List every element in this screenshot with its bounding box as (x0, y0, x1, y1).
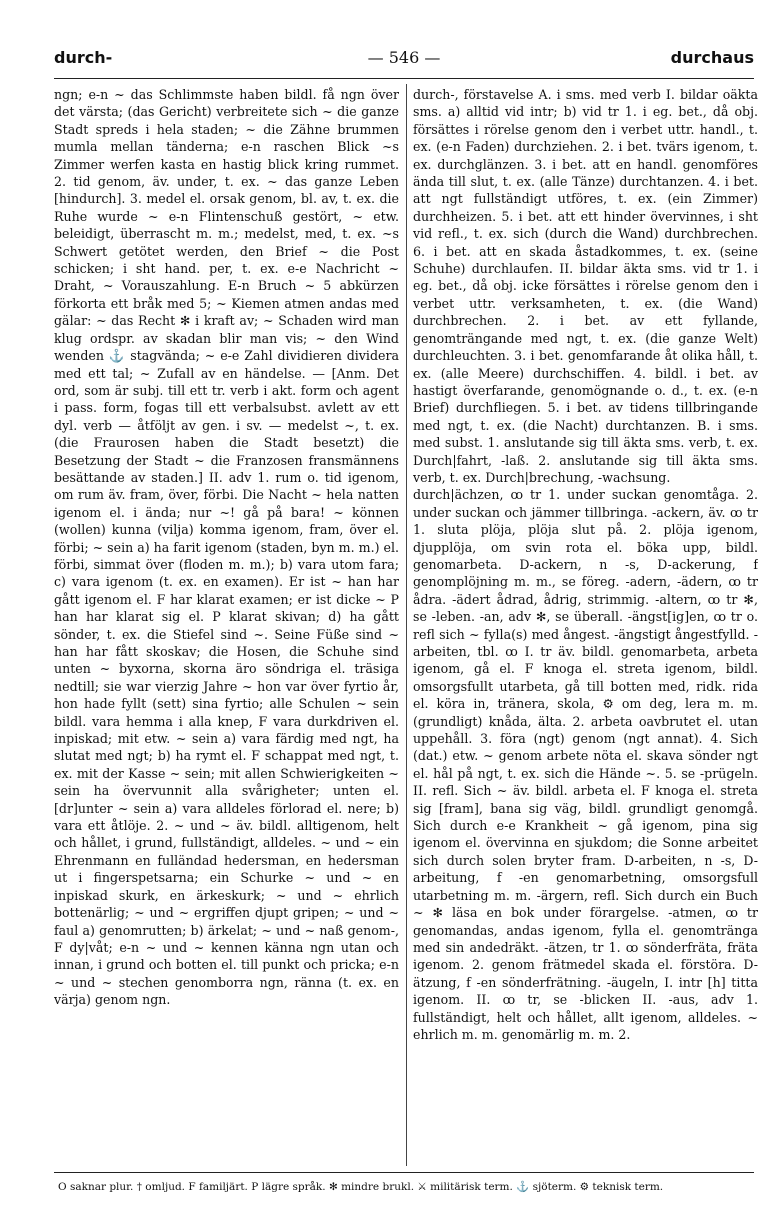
entry-paragraph: durch-, förstavelse A. i sms. med verb I. bildar oäkta sms. a) alltid vid intr; b) vid tr 1. i eg. bet., då obj. försättes i rörelse genom den i verbet uttr. handl., t. ex. (e-n Faden) durchziehen. 2. i bet. tvärs igenom, t. ex. durchglänzen. 3. i bet. att en handl. genomföres ända till slut, t. ex. (alle Tänze) durchtanzen. 4. i bet. att ngt fullständigt utföres, t. ex. (ein Zimmer) durchheizen. 5. i bet. att ett hinder övervinnes, i sht vid refl., t. ex. sich (durch die Wand) durchbrechen. 6. i bet. att en skada åstadkommes, t. ex. (seine Schuhe) durchlaufen. II. bildar äkta sms. vid tr 1. i eg. bet., då obj. icke försättes i rörelse genom den i verbet uttr. verksamheten, t. ex. (die Wand) durchbrechen. 2. i bet. av ett fyllande, genomträngande med ngt, t. ex. (die ganze Welt) durchleuchten. 3. i bet. genomfarande åt olika håll, t. ex. (alle Meere) durchschiffen. 4. bildl. i bet. av hastigt överfarande, genomögnande o. d., t. ex. (e-n Brief) durchfliegen. 5. i bet. av tidens tillbringande med ngt, t. ex. (die Nacht) durchtanzen. B. i sms. med subst. 1. anslutande sig till äkta sms. verb, t. ex. Durch|fahrt, -laß. 2. anslutande sig till äkta sms. verb, t. ex. Durch|brechung, -wachsung. (413, 87, 758, 485)
page-header (54, 48, 754, 78)
footer-rule (54, 1172, 754, 1173)
entry-paragraph: durch|ächzen, ꝏ tr 1. under suckan genomtåga. 2. under suckan och jämmer tillbringa. -ackern, äv. ꝏ tr 1. sluta plöja, plöja slut på. 2. plöja igenom, djupplöja, om svin rota el. böka upp, bildl. genomarbeta. D-ackern, n -s, D-ackerung, f genomplöjning m. m., se föreg. -adern, -ädern, ꝏ tr ådra. -ädert ådrad, ådrig, strimmig. -altern, ꝏ tr ✻, se -leben. -an, adv ✻, se überall. -ängst[ig]en, ꝏ tr o. refl sich ~ fylla(s) med ångest. -ängstigt ångestfylld. -arbeiten, tbl. ꝏ I. tr äv. bildl. genomarbeta, arbeta igenom, gå el. F knoga el. streta igenom, bildl. omsorgsfullt utarbeta, gå till botten med, ridk. rida el. köra in, tränera, skola, ⚙ om deg, lera m. m. (grundligt) knåda, älta. 2. arbeta oavbrutet el. utan uppehåll. 3. föra (ngt) genom (ngt annat). 4. Sich (dat.) etw. ~ genom arbete nöta el. skava sönder ngt el. hål på ngt, t. ex. sich die Hände ~. 5. se -prügeln. II. refl. Sich ~ äv. bildl. arbeta el. F knoga el. streta sig [fram], bana sig väg, bildl. grundligt genomgå. Sich durch e-e Krankheit ~ gå igenom, pina sig igenom el. övervinna en sjukdom; die Sonne arbeitet sich durch solen bryter fram. D-arbeiten, n -s, D-arbeitung, f -en genomarbetning, omsorgsfull utarbetning m. m. -ärgern, refl. Sich durch ein Buch ~ ✻ läsa en bok under förargelse. -atmen, ꝏ tr genomandas, andas igenom, fylla el. genomtränga med sin andedräkt. -ätzen, tr 1. ꝏ sönderfräta, fräta igenom. 2. genom frätmedel skada el. förstöra. D-ätzung, f -en sönderfrätning. -äugeln, I. intr [h] titta igenom. II. ꝏ tr, se -blicken II. -aus, adv 1. fullständigt, helt och hållet, allt igenom, alldeles. ~ ehrlich m. m. genomärlig m. m. 2. (413, 487, 758, 1042)
header-rule (54, 78, 754, 79)
page-number: — 546 — (367, 48, 441, 67)
column-divider (406, 84, 407, 1166)
abbreviation-legend: O saknar plur. † omljud. F familjärt. P lägre språk. ✻ mindre brukl. ⚔ militärisk term. ⚓ sjöterm. ⚙ teknisk term. (58, 1181, 664, 1193)
right-column (413, 86, 758, 1166)
header-first-word: durch- (54, 48, 113, 67)
entry-paragraph: ngn; e-n ~ das Schlimmste haben bildl. få ngn över det värsta; (das Gericht) verbreitete sich ~ die ganze Stadt spreds i hela staden; ~ die Zähne brummen mumla mellan tänderna; e-n raschen Blick ~s Zimmer werfen kasta en hastig blick kring rummet. 2. tid genom, äv. under, t. ex. ~ das ganze Leben [hindurch]. 3. medel el. orsak genom, bl. av, t. ex. die Ruhe wurde ~ e-n Flintenschuß gestört, ~ etw. beleidigt, überrascht m. m.; medelst, med, t. ex. ~s Schwert getötet werden, den Brief ~ die Post schicken; i sht hand. per, t. ex. e-e Nachricht ~ Draht, ~ Vorauszahlung. E-n Bruch ~ 5 abkürzen förkorta ett bråk med 5; ~ Kiemen atmen andas med gälar: ~ das Recht ✻ i kraft av; ~ Schaden wird man klug ordspr. av skadan blir man vis; ~ den Wind wenden ⚓ stagvända; ~ e-e Zahl dividieren dividera med ett tal; ~ Zufall av en händelse. — [Anm. Det ord, som är subj. till ett tr. verb i akt. form och agent i pass. form, fogas till ett verbalsubst. avlett av ett dyl. verb — åtföljt av gen. i sv. — medelst ~, t. ex. (die Fraurosen haben die Stadt besetzt) die Besetzung der Stadt ~ die Franzosen fransmännens besättande av staden.] II. adv 1. rum o. tid igenom, om rum äv. fram, över, förbi. Die Nacht ~ hela natten igenom el. i ända; nur ~! gå på bara! ~ können (wollen) kunna (vilja) komma igenom, fram, över el. förbi; ~ sein a) ha farit igenom (staden, byn m. m.) el. förbi, simmat över (floden m. m.); b) vara utom fara; c) vara igenom (t. ex. en examen). Er ist ~ han har gått igenom el. F har klarat examen; er ist dicke ~ P han har klarat sig el. P klarat skivan; d) ha gått sönder, t. ex. die Stiefel sind ~. Seine Füße sind ~ han har fått skoskav; die Hosen, die Schuhe sind unten ~ byxorna, skorna äro söndriga el. träsiga nedtill; sie war vierzig Jahre ~ hon var över fyrtio år, hon hade fyllt (sett) sina fyrtio; alle Schulen ~ sein bildl. vara hemma i alla knep, F vara durkdriven el. inpiskad; mit etw. ~ sein a) vara färdig med ngt, ha slutat med ngt; b) ha rymt el. F schappat med ngt, t. ex. mit der Kasse ~ sein; mit allen Schwierigkeiten ~ sein ha övervunnit alla svårigheter; unten el. [dr]unter ~ sein a) vara alldeles förlorad el. nere; b) vara ett åtlöje. 2. ~ und ~ äv. bildl. alltigenom, helt och hållet, i grund, fullständigt, alldeles. ~ und ~ ein Ehrenmann en fulländad hedersman, en hedersman ut i fingerspetsarna; ein Schurke ~ und ~ en inpiskad skurk, en ärkeskurk; ~ und ~ ehrlich bottenärlig; ~ und ~ ergriffen djupt gripen; ~ und ~ faul a) genomrutten; b) ärkelat; ~ und ~ naß genom-, F dy|våt; e-n ~ und ~ kennen känna ngn utan och innan, i grund och botten el. till punkt och pricka; e-n ~ und ~ stechen genomborra ngn, ränna (t. ex. en värja) genom ngn. (54, 87, 399, 1008)
left-column (54, 86, 399, 1166)
header-last-word: durchaus (670, 48, 754, 67)
